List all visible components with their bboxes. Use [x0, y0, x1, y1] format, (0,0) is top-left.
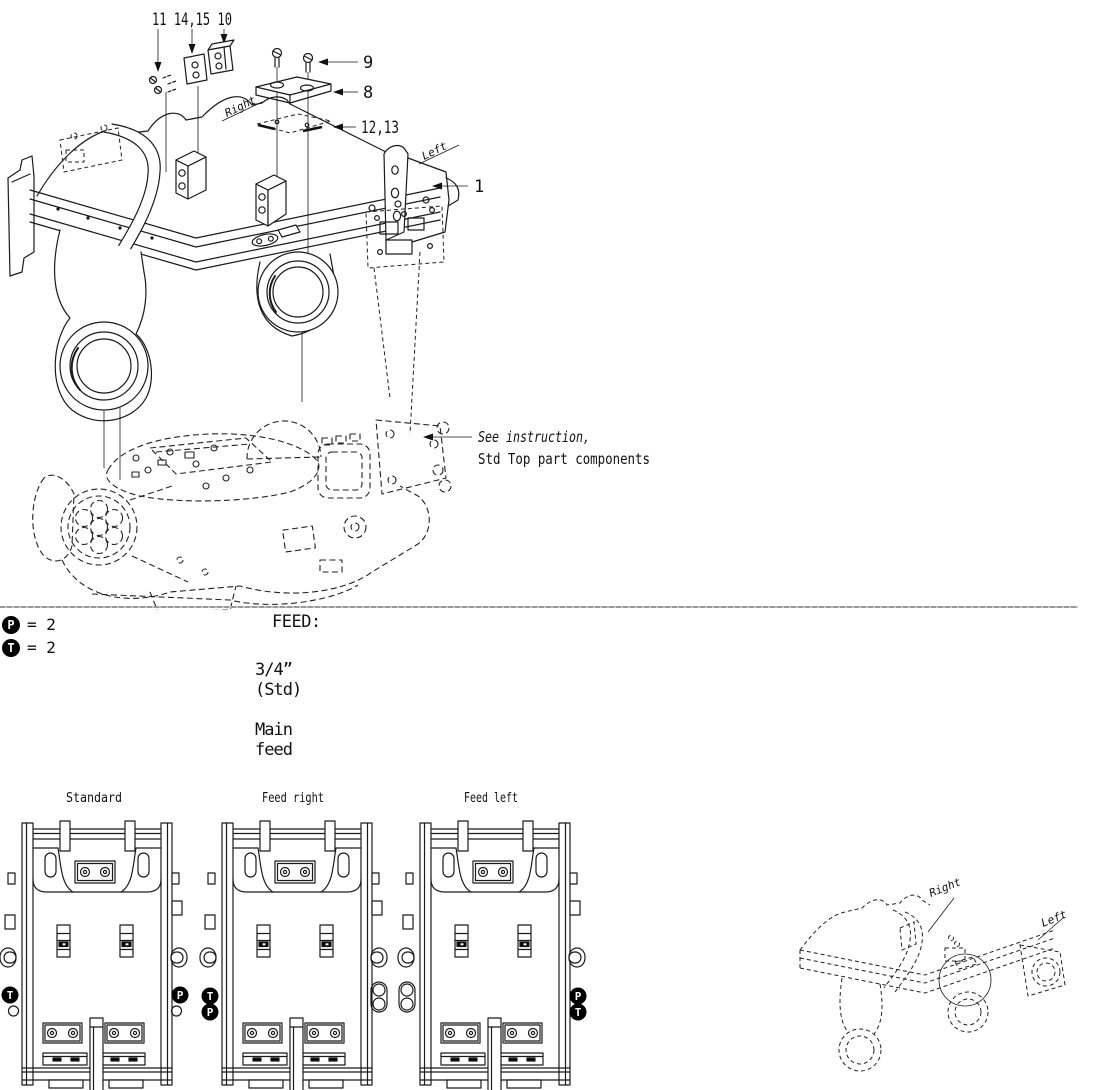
cradle-frame [8, 97, 459, 421]
feed-frame-feed-left [398, 821, 585, 1090]
legend-row-t [2, 636, 56, 659]
feed-frame-standard [0, 821, 187, 1090]
mini-detail-highlight [939, 954, 991, 1006]
item-12-13-shims [257, 114, 331, 133]
port-t-badge: T [574, 1006, 582, 1019]
callout-top-group: 11 14,15 10 [152, 10, 232, 30]
callout-8: 8 [363, 83, 374, 103]
feed-heading: FEED: [272, 612, 321, 632]
t-port-count: = 2 [27, 638, 56, 657]
port-p-badge: P [176, 989, 184, 1002]
port-p-badge: P [206, 1006, 214, 1019]
label-left: Left [419, 139, 450, 163]
legend-row-p [2, 613, 56, 636]
callout-9: 9 [363, 53, 374, 73]
callout-12-13: 12,13 [361, 118, 399, 138]
item-11-bolts [150, 75, 177, 94]
label-right: Right [222, 93, 259, 120]
note-std-top-part: Std Top part components [478, 450, 650, 468]
port-t-badge: T [206, 990, 214, 1003]
p-port-badge: P [2, 616, 20, 634]
feed-variants [0, 780, 1100, 1090]
port-p-badge: P [574, 990, 582, 1003]
feed-size: 3/4” (Std) [255, 660, 302, 700]
section-divider [0, 606, 1078, 608]
port-t-badge: T [6, 989, 14, 1002]
item-9-bolts [273, 49, 313, 73]
mini-label-right: Right [927, 875, 963, 900]
t-port-badge: T [2, 639, 20, 657]
item-14-15-bracket [184, 54, 207, 84]
item-10-block [208, 40, 234, 74]
callout-1: 1 [474, 177, 485, 197]
title-standard: Standard [66, 790, 122, 806]
title-feed-left: Feed left [464, 790, 518, 806]
port-legend [2, 613, 56, 659]
mini-orientation-view [800, 895, 1065, 1071]
rock-drill-body [33, 420, 451, 610]
title-feed-right: Feed right [262, 790, 324, 806]
note-see-instruction: See instruction, [478, 428, 590, 446]
feed-frame-feed-right [200, 821, 387, 1090]
feed-name: Main feed [255, 720, 292, 760]
p-port-count: = 2 [27, 615, 56, 634]
mini-label-left: Left [1039, 907, 1069, 930]
